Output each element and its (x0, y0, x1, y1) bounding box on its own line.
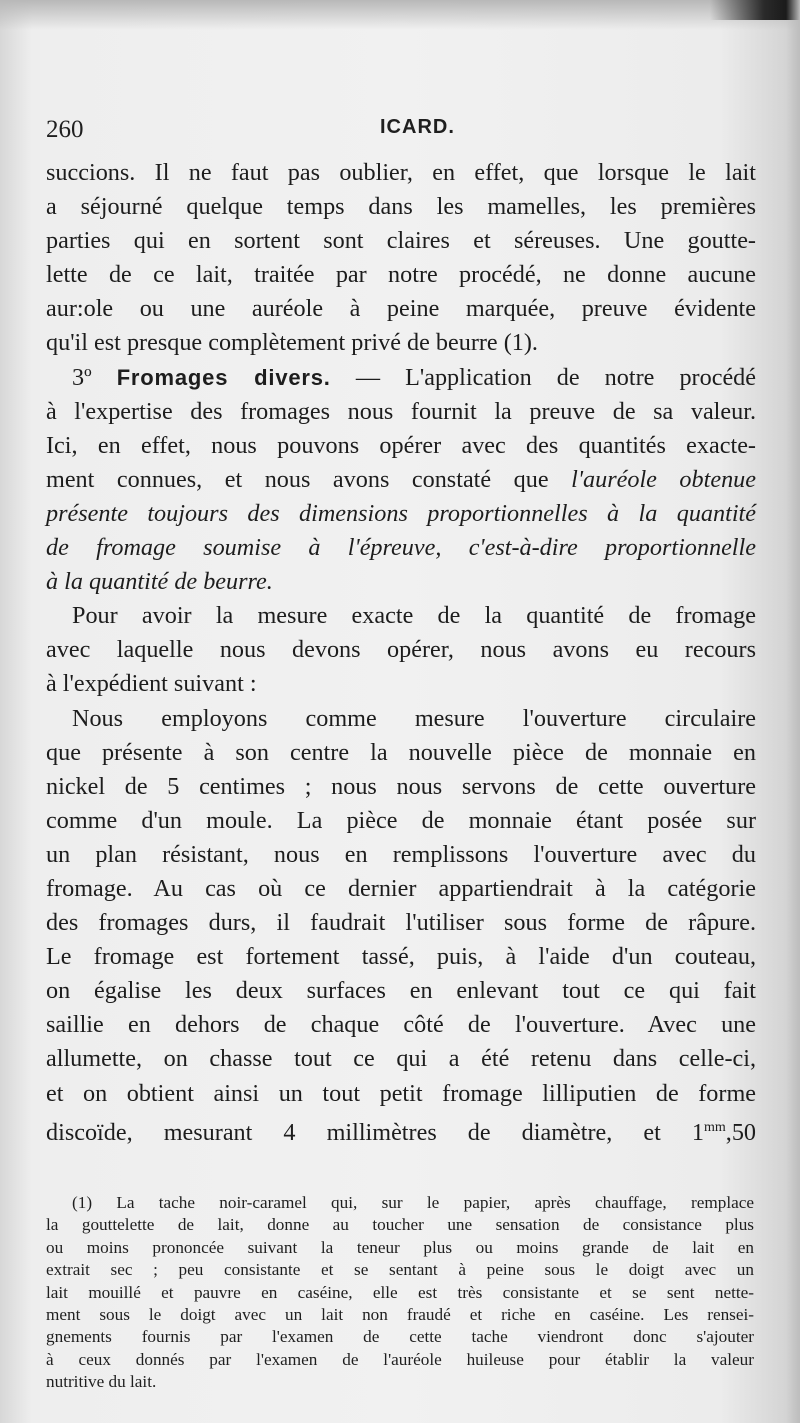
text-fragment: ,50 (725, 1118, 756, 1146)
footnote-line: extrait sec ; peu consistante et se sentant à peine sous le doigt avec un (46, 1260, 754, 1280)
footnote-line: nutritive du lait. (46, 1372, 157, 1392)
text-line: Ici, en effet, nous pouvons opérer avec des quantités exacte- (46, 431, 756, 459)
text-line: à l'expédient suivant : (46, 670, 257, 698)
text-line (46, 1111, 756, 1145)
text-line: qu'il est presque complètement privé de beurre (1). (46, 329, 538, 357)
section-heading-line (46, 361, 756, 395)
text-line: et on obtient ainsi un tout petit fromage lilliputien de forme (46, 1079, 756, 1107)
text-line (46, 463, 756, 497)
text-line: avec laquelle nous devons opérer, nous avons eu recours (46, 636, 756, 664)
page-number: 260 (46, 116, 84, 143)
footnote-line: ment sous le doigt avec un lait non fraudé et riche en caséine. Les rensei- (46, 1304, 754, 1324)
footnote-line: ou moins prononcée suivant la teneur plus ou moins grande de lait en (46, 1237, 754, 1257)
text-line: Nous employons comme mesure l'ouverture circulaire (72, 704, 756, 732)
running-head: ICARD. (380, 116, 455, 138)
text-line: Pour avoir la mesure exacte de la quantité de fromage (72, 602, 756, 630)
scan-right-edge (786, 0, 800, 1423)
section-intro: — L'application de notre procédé (355, 363, 757, 391)
main-text (46, 156, 756, 1145)
text-line: des fromages durs, il faudrait l'utiliser sous forme de râpure. (46, 909, 756, 937)
italic-line: à la quantité de beurre. (46, 568, 273, 596)
italic-line: présente toujours des dimensions proportionnelles à la quantité (46, 499, 756, 527)
footnote-line: (1) La tache noir-caramel qui, sur le papier, après chauffage, remplace (72, 1193, 754, 1212)
footnote-line: gnements fournis par l'examen de cette tache viendront donc s'ajouter (46, 1327, 754, 1347)
italic-line: de fromage soumise à l'épreuve, c'est-à-dire proportionnelle (46, 534, 756, 562)
text-line: allumette, on chasse tout ce qui a été retenu dans celle-ci, (46, 1045, 756, 1073)
page-header (46, 112, 756, 148)
footnote-line: lait mouillé et pauvre en caséine, elle est très consistante et se sent nette- (46, 1282, 754, 1302)
text-line: aur:ole ou une auréole à peine marquée, preuve évidente (46, 295, 756, 323)
text-fragment: ment connues, et nous avons constaté que (46, 465, 572, 493)
scan-top-shadow (0, 0, 800, 30)
text-line: a séjourné quelque temps dans les mamelles, les premières (46, 193, 756, 221)
text-line: saillie en dehors de chaque côté de l'ouverture. Avec une (46, 1011, 756, 1039)
text-line: fromage. Au cas où ce dernier appartiendrait à la catégorie (46, 874, 756, 902)
text-line: Le fromage est fortement tassé, puis, à l'aide d'un couteau, (46, 943, 756, 971)
footnote (46, 1192, 754, 1394)
text-line: à l'expertise des fromages nous fournit la preuve de sa valeur. (46, 397, 756, 425)
text-line: que présente à son centre la nouvelle pièce de monnaie en (46, 738, 756, 766)
text-line: succions. Il ne faut pas oublier, en effet, que lorsque le lait (46, 159, 756, 186)
unit-superscript: mm (703, 1119, 726, 1135)
text-line: parties qui en sortent sont claires et séreuses. Une goutte- (46, 227, 756, 255)
italic-text: l'auréole obtenue (571, 465, 756, 493)
footnote-line: à ceux donnés par l'examen de l'auréole huileuse pour établir la valeur (46, 1349, 754, 1369)
text-fragment: discoïde, mesurant 4 millimètres de diamètre, et 1 (46, 1118, 704, 1146)
text-line: comme d'un moule. La pièce de monnaie étant posée sur (46, 806, 756, 834)
text-line: on égalise les deux surfaces en enlevant tout ce qui fait (46, 977, 756, 1005)
section-number: 3º (72, 363, 92, 391)
section-title: Fromages divers. (116, 364, 331, 390)
text-line: un plan résistant, nous en remplissons l'ouverture avec du (46, 840, 756, 868)
footnote-line: la gouttelette de lait, donne au toucher une sensation de consistance plus (46, 1215, 754, 1235)
text-line: nickel de 5 centimes ; nous nous servons de cette ouverture (46, 772, 756, 800)
text-line: lette de ce lait, traitée par notre procédé, ne donne aucune (46, 261, 756, 289)
